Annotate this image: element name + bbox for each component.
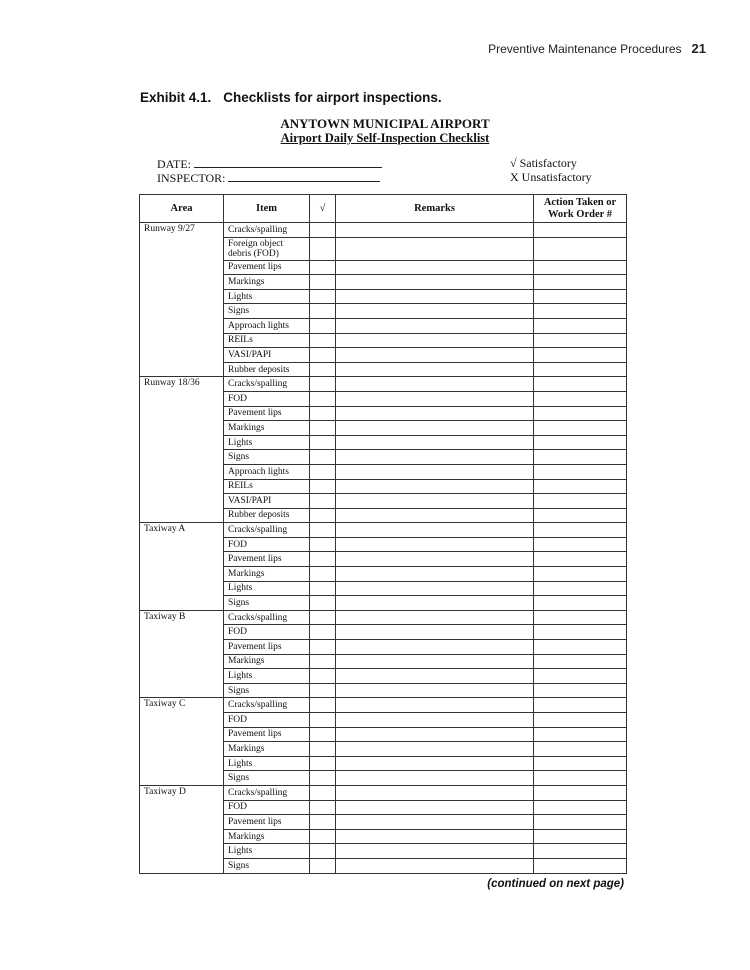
- check-cell[interactable]: [310, 858, 336, 873]
- continued-note: (continued on next page): [487, 878, 624, 890]
- action-cell[interactable]: [534, 318, 627, 333]
- item-cell: Cracks/spalling: [224, 698, 310, 713]
- action-cell[interactable]: [534, 450, 627, 465]
- remarks-cell[interactable]: [336, 435, 534, 450]
- action-cell[interactable]: [534, 537, 627, 552]
- header-remarks: Remarks: [336, 195, 534, 223]
- form-org-title: ANYTOWN MUNICIPAL AIRPORT: [280, 116, 490, 131]
- item-cell: FOD: [224, 800, 310, 815]
- item-cell: Cracks/spalling: [224, 785, 310, 800]
- action-cell[interactable]: [534, 567, 627, 582]
- action-cell[interactable]: [534, 377, 627, 392]
- action-cell[interactable]: [534, 508, 627, 523]
- action-cell[interactable]: [534, 640, 627, 655]
- item-cell: Rubber deposits: [224, 508, 310, 523]
- check-cell[interactable]: [310, 742, 336, 757]
- check-cell[interactable]: [310, 391, 336, 406]
- check-cell[interactable]: [310, 727, 336, 742]
- item-cell: Signs: [224, 304, 310, 319]
- remarks-cell[interactable]: [336, 464, 534, 479]
- check-cell[interactable]: [310, 333, 336, 348]
- remarks-cell[interactable]: [336, 858, 534, 873]
- item-cell: Pavement lips: [224, 640, 310, 655]
- item-cell: Markings: [224, 829, 310, 844]
- check-cell[interactable]: [310, 596, 336, 611]
- action-cell[interactable]: [534, 683, 627, 698]
- table-row: [140, 698, 627, 713]
- check-cell[interactable]: [310, 683, 336, 698]
- check-cell[interactable]: [310, 260, 336, 275]
- remarks-cell[interactable]: [336, 333, 534, 348]
- inspector-field: [157, 170, 380, 186]
- item-cell: Signs: [224, 858, 310, 873]
- action-cell[interactable]: [534, 223, 627, 238]
- action-cell[interactable]: [534, 844, 627, 859]
- remarks-cell[interactable]: [336, 450, 534, 465]
- remarks-cell[interactable]: [336, 421, 534, 436]
- item-cell: Lights: [224, 435, 310, 450]
- action-cell[interactable]: [534, 435, 627, 450]
- table-row: [140, 610, 627, 625]
- remarks-cell[interactable]: [336, 669, 534, 684]
- item-cell: Cracks/spalling: [224, 610, 310, 625]
- form-subtitle: Airport Daily Self-Inspection Checklist: [280, 131, 490, 145]
- item-cell: Cracks/spalling: [224, 523, 310, 538]
- remarks-cell[interactable]: [336, 508, 534, 523]
- item-cell: REILs: [224, 479, 310, 494]
- action-cell[interactable]: [534, 289, 627, 304]
- check-cell[interactable]: [310, 785, 336, 800]
- action-cell[interactable]: [534, 406, 627, 421]
- item-cell: Markings: [224, 275, 310, 290]
- item-cell: Markings: [224, 421, 310, 436]
- remarks-cell[interactable]: [336, 742, 534, 757]
- check-cell[interactable]: [310, 377, 336, 392]
- table-body: [140, 223, 627, 874]
- item-cell: Lights: [224, 669, 310, 684]
- area-cell: Taxiway B: [140, 610, 224, 698]
- remarks-cell[interactable]: [336, 683, 534, 698]
- item-cell: Markings: [224, 742, 310, 757]
- remarks-cell[interactable]: [336, 377, 534, 392]
- remarks-cell[interactable]: [336, 640, 534, 655]
- check-cell[interactable]: [310, 698, 336, 713]
- area-cell: Runway 18/36: [140, 377, 224, 523]
- action-cell[interactable]: [534, 654, 627, 669]
- item-cell: Rubber deposits: [224, 362, 310, 377]
- item-cell: Signs: [224, 683, 310, 698]
- check-cell[interactable]: [310, 713, 336, 728]
- remarks-cell[interactable]: [336, 698, 534, 713]
- action-cell[interactable]: [534, 596, 627, 611]
- check-cell[interactable]: [310, 348, 336, 363]
- remarks-cell[interactable]: [336, 800, 534, 815]
- running-head: [488, 41, 706, 56]
- remarks-cell[interactable]: [336, 223, 534, 238]
- remarks-cell[interactable]: [336, 654, 534, 669]
- action-cell[interactable]: [534, 698, 627, 713]
- check-cell[interactable]: [310, 537, 336, 552]
- check-cell[interactable]: [310, 815, 336, 830]
- action-cell[interactable]: [534, 858, 627, 873]
- action-cell[interactable]: [534, 362, 627, 377]
- item-cell: Lights: [224, 581, 310, 596]
- remarks-cell[interactable]: [336, 844, 534, 859]
- check-cell[interactable]: [310, 450, 336, 465]
- remarks-cell[interactable]: [336, 552, 534, 567]
- action-cell[interactable]: [534, 348, 627, 363]
- header-check: √: [310, 195, 336, 223]
- action-cell[interactable]: [534, 727, 627, 742]
- check-cell[interactable]: [310, 669, 336, 684]
- action-cell[interactable]: [534, 800, 627, 815]
- item-cell: VASI/PAPI: [224, 494, 310, 509]
- remarks-cell[interactable]: [336, 362, 534, 377]
- check-cell[interactable]: [310, 223, 336, 238]
- remarks-cell[interactable]: [336, 785, 534, 800]
- check-cell[interactable]: [310, 640, 336, 655]
- item-cell: FOD: [224, 537, 310, 552]
- remarks-cell[interactable]: [336, 567, 534, 582]
- item-cell: Signs: [224, 450, 310, 465]
- action-cell[interactable]: [534, 552, 627, 567]
- table-row: [140, 523, 627, 538]
- action-cell[interactable]: [534, 756, 627, 771]
- area-cell: Runway 9/27: [140, 223, 224, 377]
- item-cell: Pavement lips: [224, 260, 310, 275]
- remarks-cell[interactable]: [336, 523, 534, 538]
- action-cell[interactable]: [534, 421, 627, 436]
- action-cell[interactable]: [534, 464, 627, 479]
- check-cell[interactable]: [310, 771, 336, 786]
- area-cell: Taxiway C: [140, 698, 224, 786]
- item-cell: REILs: [224, 333, 310, 348]
- item-cell: Approach lights: [224, 318, 310, 333]
- item-cell: Approach lights: [224, 464, 310, 479]
- action-cell[interactable]: [534, 815, 627, 830]
- action-cell[interactable]: [534, 333, 627, 348]
- remarks-cell[interactable]: [336, 494, 534, 509]
- remarks-cell[interactable]: [336, 771, 534, 786]
- table-row: [140, 377, 627, 392]
- check-cell[interactable]: [310, 318, 336, 333]
- remarks-cell[interactable]: [336, 304, 534, 319]
- action-cell[interactable]: [534, 391, 627, 406]
- table-header-row: [140, 195, 627, 223]
- check-cell[interactable]: [310, 844, 336, 859]
- check-cell[interactable]: [310, 464, 336, 479]
- item-cell: Markings: [224, 567, 310, 582]
- check-cell[interactable]: [310, 508, 336, 523]
- remarks-cell[interactable]: [336, 348, 534, 363]
- remarks-cell[interactable]: [336, 289, 534, 304]
- item-cell: Cracks/spalling: [224, 377, 310, 392]
- item-cell: Pavement lips: [224, 552, 310, 567]
- item-cell: FOD: [224, 391, 310, 406]
- remarks-cell[interactable]: [336, 260, 534, 275]
- item-cell: Lights: [224, 289, 310, 304]
- check-cell[interactable]: [310, 625, 336, 640]
- check-cell[interactable]: [310, 435, 336, 450]
- remarks-cell[interactable]: [336, 318, 534, 333]
- check-cell[interactable]: [310, 237, 336, 260]
- action-cell[interactable]: [534, 237, 627, 260]
- item-cell: Signs: [224, 771, 310, 786]
- check-cell[interactable]: [310, 275, 336, 290]
- action-cell[interactable]: [534, 494, 627, 509]
- table-row: [140, 785, 627, 800]
- remarks-cell[interactable]: [336, 275, 534, 290]
- date-blank-line: [194, 156, 382, 168]
- remarks-cell[interactable]: [336, 713, 534, 728]
- header-item: Item: [224, 195, 310, 223]
- remarks-cell[interactable]: [336, 625, 534, 640]
- remarks-cell[interactable]: [336, 391, 534, 406]
- remarks-cell[interactable]: [336, 596, 534, 611]
- check-cell[interactable]: [310, 479, 336, 494]
- check-cell[interactable]: [310, 610, 336, 625]
- remarks-cell[interactable]: [336, 727, 534, 742]
- remarks-cell[interactable]: [336, 829, 534, 844]
- header-area: Area: [140, 195, 224, 223]
- remarks-cell[interactable]: [336, 756, 534, 771]
- area-cell: Taxiway A: [140, 523, 224, 611]
- action-cell[interactable]: [534, 523, 627, 538]
- remarks-cell[interactable]: [336, 406, 534, 421]
- check-cell[interactable]: [310, 581, 336, 596]
- check-cell[interactable]: [310, 304, 336, 319]
- running-head-section: Preventive Maintenance Procedures: [488, 42, 682, 56]
- inspection-checklist-table: [139, 194, 627, 874]
- item-cell: Pavement lips: [224, 727, 310, 742]
- date-label: DATE:: [157, 157, 191, 171]
- action-cell[interactable]: [534, 785, 627, 800]
- action-cell[interactable]: [534, 581, 627, 596]
- check-cell[interactable]: [310, 406, 336, 421]
- action-cell[interactable]: [534, 610, 627, 625]
- header-action: Action Taken or Work Order #: [534, 195, 627, 223]
- item-cell: VASI/PAPI: [224, 348, 310, 363]
- exhibit-title: Checklists for airport inspections.: [223, 90, 442, 105]
- action-cell[interactable]: [534, 304, 627, 319]
- action-cell[interactable]: [534, 275, 627, 290]
- item-cell: Pavement lips: [224, 815, 310, 830]
- check-cell[interactable]: [310, 494, 336, 509]
- check-cell[interactable]: [310, 654, 336, 669]
- remarks-cell[interactable]: [336, 237, 534, 260]
- exhibit-number: Exhibit 4.1.: [140, 90, 212, 105]
- item-cell: FOD: [224, 713, 310, 728]
- check-cell[interactable]: [310, 552, 336, 567]
- item-cell: Signs: [224, 596, 310, 611]
- inspector-blank-line: [228, 170, 380, 182]
- check-cell[interactable]: [310, 523, 336, 538]
- item-cell: Foreign object debris (FOD): [224, 237, 310, 260]
- check-cell[interactable]: [310, 567, 336, 582]
- action-cell[interactable]: [534, 479, 627, 494]
- remarks-cell[interactable]: [336, 815, 534, 830]
- action-cell[interactable]: [534, 260, 627, 275]
- action-cell[interactable]: [534, 713, 627, 728]
- action-cell[interactable]: [534, 771, 627, 786]
- check-cell[interactable]: [310, 756, 336, 771]
- remarks-cell[interactable]: [336, 610, 534, 625]
- item-cell: Cracks/spalling: [224, 223, 310, 238]
- remarks-cell[interactable]: [336, 581, 534, 596]
- item-cell: Markings: [224, 654, 310, 669]
- item-cell: FOD: [224, 625, 310, 640]
- action-cell[interactable]: [534, 829, 627, 844]
- exhibit-caption: [140, 90, 442, 105]
- inspector-label: INSPECTOR:: [157, 171, 226, 185]
- page-number: 21: [691, 41, 706, 56]
- table-row: [140, 223, 627, 238]
- check-cell[interactable]: [310, 800, 336, 815]
- legend-unsatisfactory: X Unsatisfactory: [510, 170, 592, 184]
- check-cell[interactable]: [310, 289, 336, 304]
- item-cell: Pavement lips: [224, 406, 310, 421]
- action-cell[interactable]: [534, 742, 627, 757]
- check-cell[interactable]: [310, 829, 336, 844]
- remarks-cell[interactable]: [336, 479, 534, 494]
- area-cell: Taxiway D: [140, 785, 224, 873]
- item-cell: Lights: [224, 756, 310, 771]
- check-cell[interactable]: [310, 421, 336, 436]
- action-cell[interactable]: [534, 625, 627, 640]
- action-cell[interactable]: [534, 669, 627, 684]
- item-cell: Lights: [224, 844, 310, 859]
- remarks-cell[interactable]: [336, 537, 534, 552]
- legend-satisfactory: √ Satisfactory: [510, 156, 577, 170]
- check-cell[interactable]: [310, 362, 336, 377]
